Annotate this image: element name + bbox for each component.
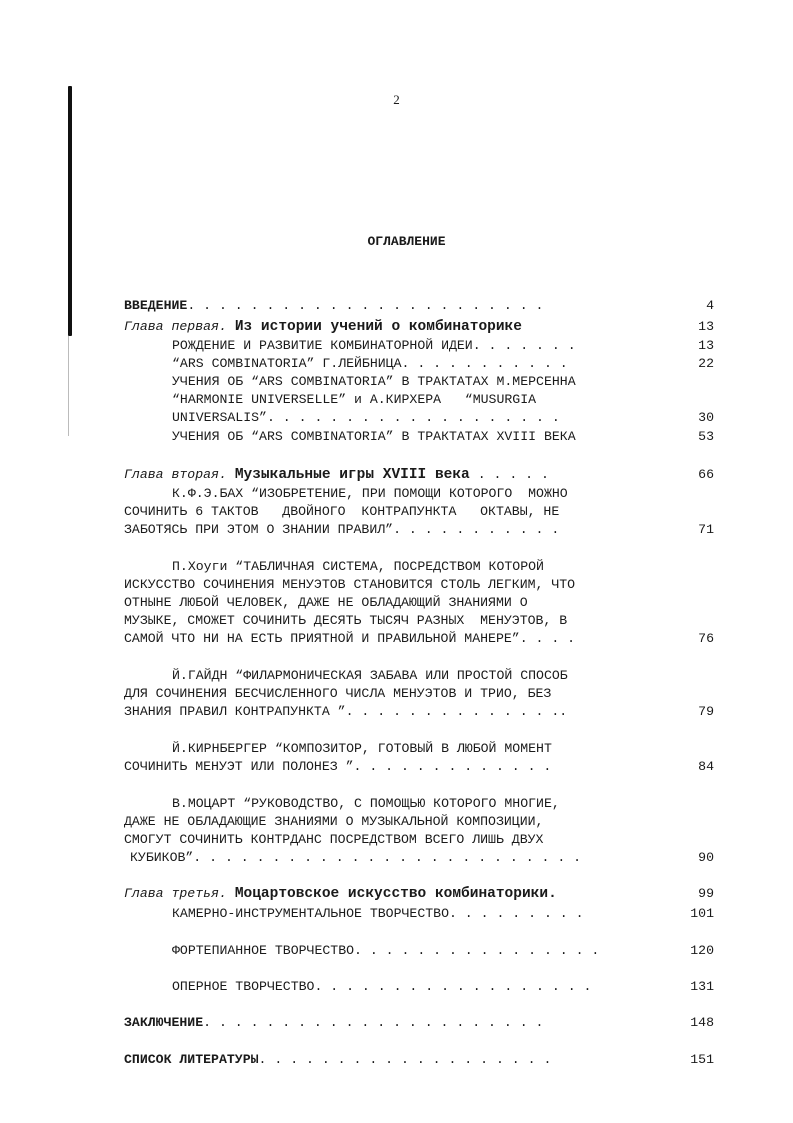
toc-entry[interactable]: УЧЕНИЯ ОБ “ARS COMBINATORIA” В ТРАКТАТАХ XVIII ВЕКА 53 xyxy=(172,429,714,444)
toc-chapter-1[interactable]: Глава первая. Из истории учений о комбинаторике 13 xyxy=(124,319,714,335)
page-ref: 131 xyxy=(690,979,714,994)
toc-entry-line: Й.КИРНБЕРГЕР “КОМПОЗИТОР, ГОТОВЫЙ В ЛЮБОЙ МОМЕНТ xyxy=(172,741,552,756)
toc-entry-line: УЧЕНИЯ ОБ “ARS COMBINATORIA” В ТРАКТАТАХ М.МЕРСЕННА xyxy=(172,374,576,389)
toc-entry-conclusion[interactable]: ЗАКЛЮЧЕНИЕ. . . . . . . . . . . . . . . . . . . . . . 148 xyxy=(124,1015,714,1030)
page-number: 2 xyxy=(393,92,400,107)
page-title: ОГЛАВЛЕНИЕ xyxy=(367,234,446,249)
toc-entry-line: Й.ГАЙДН “ФИЛАРМОНИЧЕСКАЯ ЗАБАВА ИЛИ ПРОСТОЙ СПОСОБ xyxy=(172,668,568,683)
toc-entry[interactable]: ЗАБОТЯСЬ ПРИ ЭТОМ О ЗНАНИИ ПРАВИЛ”. . . . . . . . . . . 71 xyxy=(124,522,714,537)
toc-entry-line: “HARMONIE UNIVERSELLE” и А.КИРХЕРА “MUSURGIA xyxy=(172,392,537,407)
toc-entry[interactable]: СОЧИНИТЬ МЕНУЭТ ИЛИ ПОЛОНЕЗ ”. . . . . . . . . . . . . 84 xyxy=(124,759,714,774)
toc-entry[interactable]: САМОЙ ЧТО НИ НА ЕСТЬ ПРИЯТНОЙ И ПРАВИЛЬНОЙ МАНЕРЕ”. . . . 76 xyxy=(124,631,714,646)
toc-entry[interactable]: КАМЕРНО-ИНСТРУМЕНТАЛЬНОЕ ТВОРЧЕСТВО. . . . . . . . . 101 xyxy=(172,906,714,921)
toc-entry[interactable]: РОЖДЕНИЕ И РАЗВИТИЕ КОМБИНАТОРНОЙ ИДЕИ. . . . . . . 13 xyxy=(172,338,714,353)
page-ref: 13 xyxy=(698,319,714,334)
page-ref: 22 xyxy=(698,356,714,371)
page-ref: 79 xyxy=(698,704,714,719)
page-ref: 53 xyxy=(698,429,714,444)
toc-entry-line: ИСКУССТВО СОЧИНЕНИЯ МЕНУЭТОВ СТАНОВИТСЯ СТОЛЬ ЛЕГКИМ, ЧТО xyxy=(124,577,576,592)
page-ref: 66 xyxy=(698,467,714,482)
toc-chapter-2[interactable]: Глава вторая. Музыкальные игры XVIII века . . . . . 66 xyxy=(124,467,714,483)
page-ref: 151 xyxy=(690,1052,714,1067)
toc-entry-line: МУЗЫКЕ, СМОЖЕТ СОЧИНИТЬ ДЕСЯТЬ ТЫСЯЧ РАЗНЫХ МЕНУЭТОВ, В xyxy=(124,613,568,628)
toc-entry[interactable]: “ARS COMBINATORIA” Г.ЛЕЙБНИЦА. . . . . . . . . . . 22 xyxy=(172,356,714,371)
toc-entry-line: СМОГУТ СОЧИНИТЬ КОНТРДАНС ПОСРЕДСТВОМ ВСЕГО ЛИШЬ ДВУХ xyxy=(124,832,544,847)
toc-entry-line: ДАЖЕ НЕ ОБЛАДАЮЩИЕ ЗНАНИЯМИ О МУЗЫКАЛЬНОЙ КОМПОЗИЦИИ, xyxy=(124,814,544,829)
toc-entry-line: СОЧИНИТЬ 6 ТАКТОВ ДВОЙНОГО КОНТРАПУНКТА ОКТАВЫ, НЕ xyxy=(124,504,560,519)
toc-entry[interactable]: ЗНАНИЯ ПРАВИЛ КОНТРАПУНКТА ”. . . . . . . . . . . . . .. 79 xyxy=(124,704,714,719)
toc-entry-line: ОТНЫНЕ ЛЮБОЙ ЧЕЛОВЕК, ДАЖЕ НЕ ОБЛАДАЮЩИЙ ЗНАНИЯМИ О xyxy=(124,595,528,610)
toc-entry-line: ДЛЯ СОЧИНЕНИЯ БЕСЧИСЛЕННОГО ЧИСЛА МЕНУЭТОВ И ТРИО, БЕЗ xyxy=(124,686,552,701)
toc-entry-line: В.МОЦАРТ “РУКОВОДСТВО, С ПОМОЩЬЮ КОТОРОГО МНОГИЕ, xyxy=(172,796,560,811)
toc-entry[interactable]: ОПЕРНОЕ ТВОРЧЕСТВО. . . . . . . . . . . . . . . . . . 131 xyxy=(172,979,714,994)
page-ref: 76 xyxy=(698,631,714,646)
toc-entry[interactable]: ФОРТЕПИАННОЕ ТВОРЧЕСТВО. . . . . . . . . . . . . . . . 120 xyxy=(172,943,714,958)
toc-chapter-3[interactable]: Глава третья. Моцартовское искусство комбинаторики. 99 xyxy=(124,886,714,902)
toc-entry-intro[interactable]: ВВЕДЕНИЕ. . . . . . . . . . . . . . . . . . . . . . . 4 xyxy=(124,298,714,313)
page-ref: 4 xyxy=(706,298,714,313)
page-ref: 13 xyxy=(698,338,714,353)
toc-entry[interactable]: КУБИКОВ”. . . . . . . . . . . . . . . . . . . . . . . . . 90 xyxy=(130,850,714,865)
page-ref: 84 xyxy=(698,759,714,774)
page-ref: 99 xyxy=(698,886,714,901)
toc-entry-line: К.Ф.Э.БАХ “ИЗОБРЕТЕНИЕ, ПРИ ПОМОЩИ КОТОРОГО МОЖНО xyxy=(172,486,568,501)
page-ref: 71 xyxy=(698,522,714,537)
toc-entry[interactable]: UNIVERSALIS”. . . . . . . . . . . . . . . . . . . 30 xyxy=(172,410,714,425)
page-ref: 30 xyxy=(698,410,714,425)
page-ref: 148 xyxy=(690,1015,714,1030)
toc-entry-bibliography[interactable]: СПИСОК ЛИТЕРАТУРЫ. . . . . . . . . . . . . . . . . . . 151 xyxy=(124,1052,714,1067)
toc-entry-line: П.Хоуги “ТАБЛИЧНАЯ СИСТЕМА, ПОСРЕДСТВОМ КОТОРОЙ xyxy=(172,559,544,574)
page-ref: 101 xyxy=(690,906,714,921)
page-ref: 90 xyxy=(698,850,714,865)
page-ref: 120 xyxy=(690,943,714,958)
